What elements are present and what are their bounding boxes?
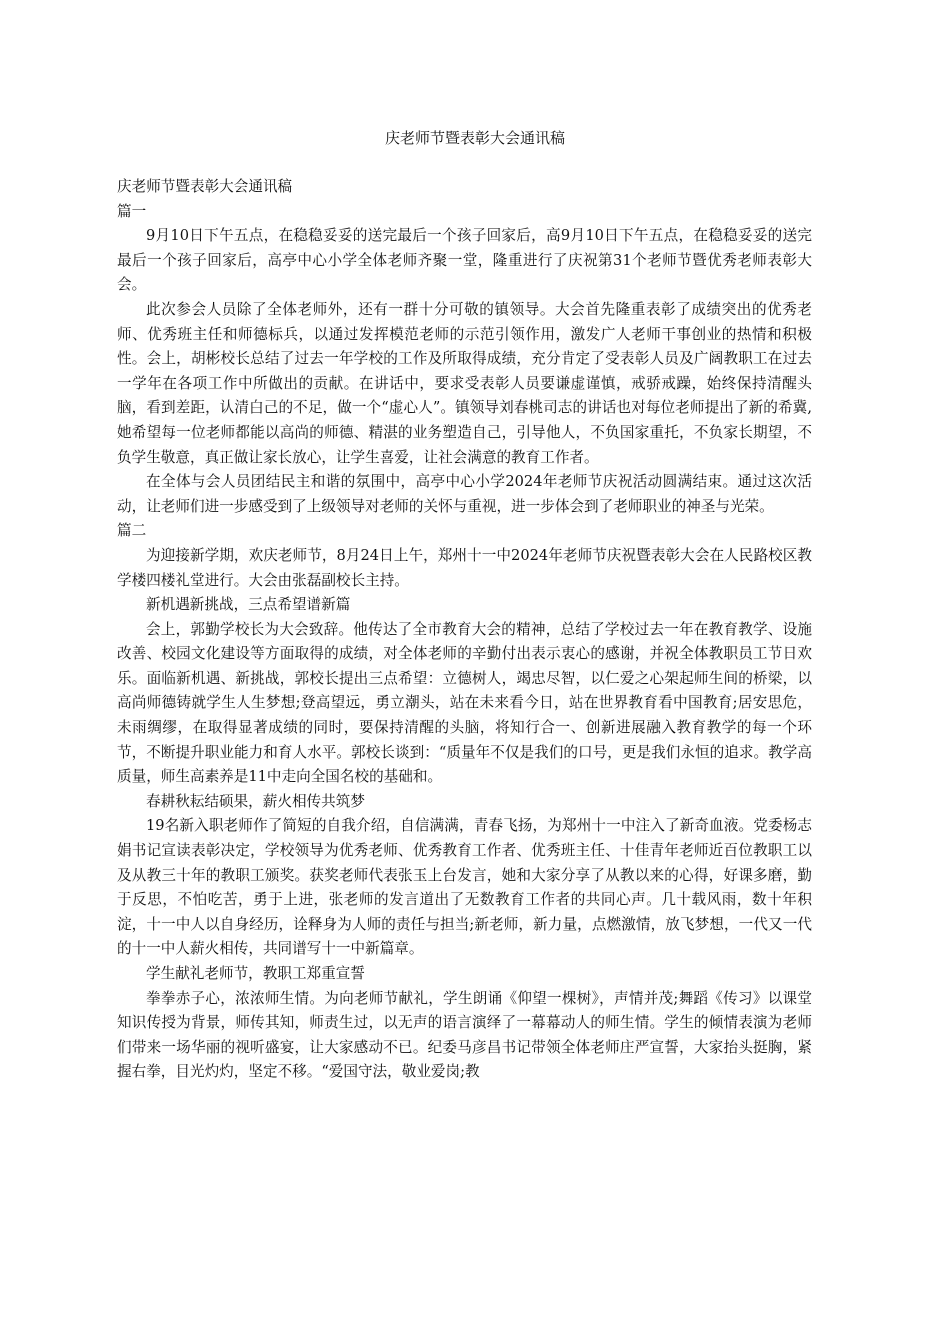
- paragraph: 此次参会人员除了全体老师外，还有一群十分可敬的镇领导。大会首先隆重表彰了成绩突出的优秀老师、优秀班主任和师德标兵，以通过发挥模范老师的示范引领作用，激发广人老师干事创业的热情和积极性。会上，胡彬校长总结了过去一年学校的工作及所取得成绩，充分肯定了受表彰人员及广阔教职工在过去一学年在各项工作中所做出的贡献。在讲话中，要求受表彰人员要谦虚谨慎，戒骄戒躁，始终保持清醒头脑，看到差距，认清白己的不足，做一个“虚心人”。镇领导刘春桃司志的讲话也对每位老师提出了新的希冀,她希望每一位老师都能以高尚的师德、精湛的业务塑造自己，引导他人，不负国家重托，不负家长期望，不负学生敬意，真正做让家长放心，让学生喜爱，让社会满意的教育工作者。: [117, 300, 812, 466]
- paragraph: 9月10日下午五点，在稳稳妥妥的送完最后一个孩子回家后，高9月10日下午五点，在稳稳妥妥的送完最后一个孩子回家后，高亭中心小学全体老师齐聚一堂，隆重进行了庆祝第31个老师节暨优秀老师表彰大会。: [117, 227, 812, 294]
- paragraph: 会上，郭勤学校长为大会致辞。他传达了全市教育大会的精神，总结了学校过去一年在教育教学、设施改善、校园文化建设等方面取得的成绩，对全体老师的辛勤付出表示衷心的感谢，并祝全体教职员工节日欢乐。面临新机遇、新挑战，郭校长提出三点希望：立德树人，竭忠尽智，以仁爱之心架起师生间的桥梁，以高尚师德铸就学生人生梦想;登高望远，勇立潮头，站在未来看今日，站在世界教育看中国教育;居安思危，未雨绸缪，在取得显著成绩的同时，要保持清醒的头脑，将知行合一、创新进展融入教育教学的每一个环节，不断提升职业能力和育人水平。郭校长谈到：“质量年不仅是我们的口号，更是我们永恒的追求。教学高质量，师生高素养是11中走向全国名校的基础和。: [117, 620, 812, 786]
- paragraph: 庆老师节暨表彰大会通讯稿: [117, 178, 293, 195]
- paragraph: 为迎接新学期，欢庆老师节，8月24日上午，郑州十一中2024年老师节庆祝暨表彰大会在人民路校区教学楼四楼礼堂进行。大会由张磊副校长主持。: [117, 546, 812, 589]
- paragraph: 篇一: [117, 202, 147, 220]
- paragraph: 篇二: [117, 522, 147, 540]
- paragraph: 学生献礼老师节，教职工郑重宣誓: [146, 965, 365, 982]
- paragraph: 拳拳赤子心，浓浓师生情。为向老师节献礼，学生朗诵《仰望一棵树》，声情并茂;舞蹈《传习》以课堂知识传授为背景，师传其知，师责生过，以无声的语言演绎了一幕幕动人的师生情。学生的倾情表演为老师们带来一场华丽的视听盛宴，让大家感动不已。纪委马彦昌书记带领全体老师庄严宣誓，大家抬头挺胸，紧握右拳，目光灼灼，坚定不移。“爱国守法，敬业爱岗;教: [117, 989, 812, 1081]
- paragraph: 在全体与会人员团结民主和谐的氛围中，高亭中心小学2024年老师节庆祝活动圆满结束。通过这次活动，让老师们进一步感受到了上级领导对老师的关怀与重视，进一步体会到了老师职业的神圣与光荣。: [117, 473, 812, 515]
- document-body: [117, 175, 812, 1085]
- paragraph: 新机遇新挑战，三点希望谱新篇: [146, 596, 351, 614]
- paragraph: 19名新入职老师作了简短的自我介绍，自信满满，青春飞扬，为郑州十一中注入了新奇血液。党委杨志娟书记宣读表彰决定，学校领导为优秀老师、优秀教育工作者、优秀班主任、十佳青年老师近百位教职工以及从教三十年的教职工颁奖。获奖老师代表张玉上台发言，她和大家分享了从教以来的心得，好课多磨，勤于反思，不怕吃苦，勇于上进，张老师的发言道出了无数教育工作者的共同心声。几十载风雨，数十年积淀，十一中人以自身经历，诠释身为人师的责任与担当;新老师，新力量，点燃激情，放飞梦想，一代又一代的十一中人薪火相传，共同谱写十一中新篇章。: [117, 817, 812, 958]
- document-title: 庆老师节暨表彰大会通讯稿: [384, 129, 565, 147]
- paragraph: 春耕秋耘结硕果，薪火相传共筑梦: [146, 792, 365, 810]
